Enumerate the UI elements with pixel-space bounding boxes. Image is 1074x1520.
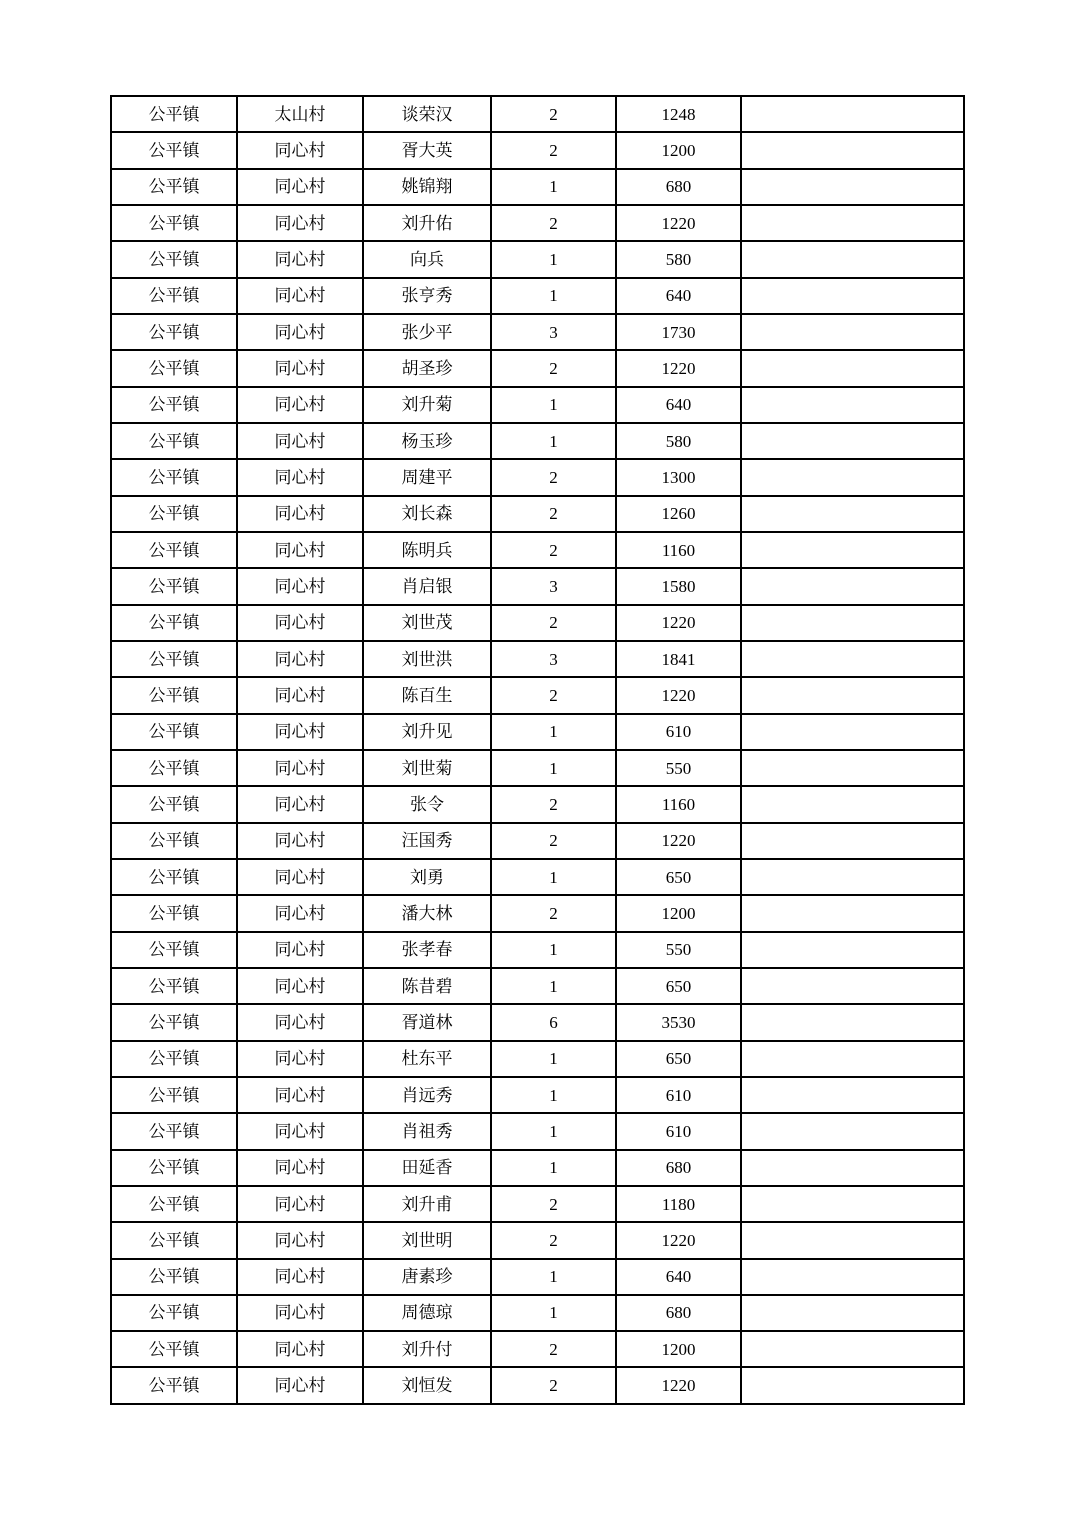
table-row: [111, 786, 964, 822]
cell-remark: [741, 568, 964, 604]
table-row: [111, 823, 964, 859]
table-row: [111, 714, 964, 750]
cell-count: 1: [491, 859, 616, 895]
cell-name: 刘升甫: [363, 1186, 491, 1222]
cell-name: 肖远秀: [363, 1077, 491, 1113]
cell-amount: 1160: [616, 786, 741, 822]
table-row: [111, 459, 964, 495]
cell-village: 同心村: [237, 1331, 363, 1367]
table-row: [111, 1077, 964, 1113]
cell-remark: [741, 314, 964, 350]
cell-village: 同心村: [237, 1041, 363, 1077]
cell-amount: 1200: [616, 132, 741, 168]
cell-village: 同心村: [237, 1367, 363, 1404]
cell-count: 6: [491, 1004, 616, 1040]
cell-town: 公平镇: [111, 932, 237, 968]
cell-amount: 610: [616, 1077, 741, 1113]
cell-remark: [741, 968, 964, 1004]
table-row: [111, 1150, 964, 1186]
cell-remark: [741, 823, 964, 859]
table-row: [111, 932, 964, 968]
cell-amount: 1220: [616, 677, 741, 713]
cell-count: 1: [491, 1150, 616, 1186]
cell-village: 同心村: [237, 605, 363, 641]
table-row: [111, 605, 964, 641]
cell-amount: 1220: [616, 1367, 741, 1404]
cell-amount: 650: [616, 859, 741, 895]
cell-village: 同心村: [237, 205, 363, 241]
cell-town: 公平镇: [111, 859, 237, 895]
cell-count: 2: [491, 605, 616, 641]
cell-count: 3: [491, 314, 616, 350]
cell-remark: [741, 459, 964, 495]
cell-village: 同心村: [237, 132, 363, 168]
cell-town: 公平镇: [111, 132, 237, 168]
cell-remark: [741, 677, 964, 713]
cell-town: 公平镇: [111, 1113, 237, 1149]
cell-town: 公平镇: [111, 387, 237, 423]
cell-count: 1: [491, 169, 616, 205]
cell-village: 同心村: [237, 423, 363, 459]
cell-amount: 1220: [616, 205, 741, 241]
cell-remark: [741, 496, 964, 532]
cell-amount: 1248: [616, 96, 741, 132]
cell-amount: 1200: [616, 895, 741, 931]
cell-remark: [741, 423, 964, 459]
table-row: [111, 1113, 964, 1149]
cell-name: 陈百生: [363, 677, 491, 713]
table-row: [111, 96, 964, 132]
cell-remark: [741, 1150, 964, 1186]
table-row: [111, 169, 964, 205]
cell-name: 肖祖秀: [363, 1113, 491, 1149]
cell-town: 公平镇: [111, 1222, 237, 1258]
cell-village: 同心村: [237, 350, 363, 386]
cell-count: 1: [491, 1259, 616, 1295]
cell-amount: 580: [616, 241, 741, 277]
cell-village: 同心村: [237, 714, 363, 750]
cell-name: 田延香: [363, 1150, 491, 1186]
cell-town: 公平镇: [111, 750, 237, 786]
cell-amount: 550: [616, 932, 741, 968]
table-row: [111, 1041, 964, 1077]
cell-count: 2: [491, 1222, 616, 1258]
table-row: [111, 1004, 964, 1040]
cell-remark: [741, 205, 964, 241]
table-row: [111, 205, 964, 241]
cell-name: 刘升见: [363, 714, 491, 750]
cell-village: 同心村: [237, 459, 363, 495]
cell-name: 周建平: [363, 459, 491, 495]
cell-name: 刘长森: [363, 496, 491, 532]
cell-remark: [741, 1041, 964, 1077]
cell-amount: 1300: [616, 459, 741, 495]
table-row: [111, 1186, 964, 1222]
cell-village: 同心村: [237, 823, 363, 859]
cell-remark: [741, 895, 964, 931]
cell-count: 2: [491, 532, 616, 568]
cell-name: 杨玉珍: [363, 423, 491, 459]
table-row: [111, 423, 964, 459]
cell-name: 潘大林: [363, 895, 491, 931]
cell-village: 同心村: [237, 241, 363, 277]
cell-village: 同心村: [237, 568, 363, 604]
cell-town: 公平镇: [111, 1295, 237, 1331]
cell-amount: 650: [616, 1041, 741, 1077]
cell-village: 同心村: [237, 1222, 363, 1258]
cell-village: 同心村: [237, 532, 363, 568]
cell-town: 公平镇: [111, 278, 237, 314]
cell-amount: 640: [616, 278, 741, 314]
table-row: [111, 641, 964, 677]
cell-amount: 1260: [616, 496, 741, 532]
cell-town: 公平镇: [111, 496, 237, 532]
cell-remark: [741, 1295, 964, 1331]
cell-name: 向兵: [363, 241, 491, 277]
cell-village: 太山村: [237, 96, 363, 132]
cell-remark: [741, 169, 964, 205]
cell-name: 胡圣珍: [363, 350, 491, 386]
cell-amount: 680: [616, 169, 741, 205]
table-row: [111, 314, 964, 350]
cell-name: 周德琼: [363, 1295, 491, 1331]
table-row: [111, 677, 964, 713]
cell-town: 公平镇: [111, 459, 237, 495]
cell-town: 公平镇: [111, 968, 237, 1004]
cell-name: 刘勇: [363, 859, 491, 895]
cell-name: 陈明兵: [363, 532, 491, 568]
cell-count: 1: [491, 241, 616, 277]
cell-count: 1: [491, 714, 616, 750]
table-row: [111, 750, 964, 786]
cell-name: 刘世茂: [363, 605, 491, 641]
cell-amount: 580: [616, 423, 741, 459]
cell-village: 同心村: [237, 278, 363, 314]
cell-count: 2: [491, 350, 616, 386]
cell-village: 同心村: [237, 677, 363, 713]
cell-amount: 1220: [616, 823, 741, 859]
cell-count: 1: [491, 968, 616, 1004]
cell-count: 1: [491, 387, 616, 423]
cell-amount: 1220: [616, 1222, 741, 1258]
cell-village: 同心村: [237, 1113, 363, 1149]
cell-town: 公平镇: [111, 96, 237, 132]
cell-count: 3: [491, 641, 616, 677]
cell-count: 1: [491, 1113, 616, 1149]
cell-count: 2: [491, 459, 616, 495]
cell-name: 刘恒发: [363, 1367, 491, 1404]
cell-amount: 1730: [616, 314, 741, 350]
cell-remark: [741, 750, 964, 786]
cell-count: 2: [491, 677, 616, 713]
cell-remark: [741, 96, 964, 132]
cell-amount: 1580: [616, 568, 741, 604]
cell-remark: [741, 532, 964, 568]
cell-village: 同心村: [237, 641, 363, 677]
cell-count: 2: [491, 96, 616, 132]
cell-count: 1: [491, 278, 616, 314]
cell-town: 公平镇: [111, 605, 237, 641]
cell-town: 公平镇: [111, 823, 237, 859]
cell-village: 同心村: [237, 1186, 363, 1222]
table-row: [111, 859, 964, 895]
table-body: [111, 96, 964, 1404]
cell-count: 2: [491, 132, 616, 168]
cell-remark: [741, 605, 964, 641]
cell-remark: [741, 786, 964, 822]
cell-count: 2: [491, 205, 616, 241]
cell-name: 唐素珍: [363, 1259, 491, 1295]
cell-amount: 1180: [616, 1186, 741, 1222]
cell-remark: [741, 350, 964, 386]
cell-village: 同心村: [237, 314, 363, 350]
cell-town: 公平镇: [111, 1041, 237, 1077]
table-row: [111, 1331, 964, 1367]
cell-remark: [741, 714, 964, 750]
cell-name: 刘世菊: [363, 750, 491, 786]
cell-amount: 1220: [616, 605, 741, 641]
cell-amount: 680: [616, 1295, 741, 1331]
cell-count: 1: [491, 423, 616, 459]
cell-count: 2: [491, 823, 616, 859]
cell-town: 公平镇: [111, 1186, 237, 1222]
cell-remark: [741, 859, 964, 895]
cell-name: 张孝春: [363, 932, 491, 968]
cell-town: 公平镇: [111, 568, 237, 604]
cell-count: 3: [491, 568, 616, 604]
cell-town: 公平镇: [111, 350, 237, 386]
cell-name: 胥大英: [363, 132, 491, 168]
table-row: [111, 1367, 964, 1404]
cell-town: 公平镇: [111, 1259, 237, 1295]
cell-village: 同心村: [237, 1077, 363, 1113]
table-row: [111, 350, 964, 386]
cell-town: 公平镇: [111, 895, 237, 931]
data-table: [110, 95, 965, 1405]
cell-town: 公平镇: [111, 241, 237, 277]
table-row: [111, 532, 964, 568]
cell-village: 同心村: [237, 496, 363, 532]
cell-town: 公平镇: [111, 314, 237, 350]
cell-name: 刘升菊: [363, 387, 491, 423]
cell-remark: [741, 278, 964, 314]
cell-village: 同心村: [237, 750, 363, 786]
cell-amount: 680: [616, 1150, 741, 1186]
cell-amount: 1841: [616, 641, 741, 677]
cell-name: 姚锦翔: [363, 169, 491, 205]
cell-name: 谈荣汉: [363, 96, 491, 132]
cell-amount: 550: [616, 750, 741, 786]
cell-amount: 1220: [616, 350, 741, 386]
cell-remark: [741, 387, 964, 423]
cell-village: 同心村: [237, 1004, 363, 1040]
cell-remark: [741, 641, 964, 677]
cell-remark: [741, 241, 964, 277]
cell-name: 刘升付: [363, 1331, 491, 1367]
cell-amount: 1200: [616, 1331, 741, 1367]
table-row: [111, 387, 964, 423]
table-row: [111, 496, 964, 532]
table-row: [111, 1222, 964, 1258]
cell-village: 同心村: [237, 859, 363, 895]
cell-town: 公平镇: [111, 714, 237, 750]
table-row: [111, 278, 964, 314]
cell-remark: [741, 1331, 964, 1367]
cell-village: 同心村: [237, 786, 363, 822]
cell-name: 刘升佑: [363, 205, 491, 241]
cell-name: 张令: [363, 786, 491, 822]
table-row: [111, 568, 964, 604]
cell-amount: 3530: [616, 1004, 741, 1040]
cell-town: 公平镇: [111, 1367, 237, 1404]
table-row: [111, 132, 964, 168]
cell-amount: 1160: [616, 532, 741, 568]
cell-remark: [741, 1367, 964, 1404]
cell-village: 同心村: [237, 1259, 363, 1295]
cell-count: 1: [491, 1077, 616, 1113]
table-row: [111, 895, 964, 931]
cell-name: 汪国秀: [363, 823, 491, 859]
cell-amount: 640: [616, 1259, 741, 1295]
cell-village: 同心村: [237, 932, 363, 968]
cell-amount: 610: [616, 1113, 741, 1149]
cell-count: 1: [491, 1041, 616, 1077]
cell-village: 同心村: [237, 1150, 363, 1186]
cell-remark: [741, 1259, 964, 1295]
cell-name: 杜东平: [363, 1041, 491, 1077]
cell-town: 公平镇: [111, 1150, 237, 1186]
table-row: [111, 241, 964, 277]
cell-village: 同心村: [237, 1295, 363, 1331]
cell-village: 同心村: [237, 895, 363, 931]
cell-count: 2: [491, 1186, 616, 1222]
cell-name: 肖启银: [363, 568, 491, 604]
cell-town: 公平镇: [111, 677, 237, 713]
cell-amount: 640: [616, 387, 741, 423]
cell-town: 公平镇: [111, 1004, 237, 1040]
cell-amount: 610: [616, 714, 741, 750]
cell-town: 公平镇: [111, 1331, 237, 1367]
cell-remark: [741, 1004, 964, 1040]
cell-count: 2: [491, 496, 616, 532]
cell-remark: [741, 1077, 964, 1113]
cell-count: 2: [491, 1367, 616, 1404]
cell-count: 2: [491, 895, 616, 931]
cell-town: 公平镇: [111, 169, 237, 205]
cell-name: 陈昔碧: [363, 968, 491, 1004]
cell-town: 公平镇: [111, 205, 237, 241]
document-page-table-region: [110, 95, 965, 1405]
cell-town: 公平镇: [111, 532, 237, 568]
cell-count: 1: [491, 1295, 616, 1331]
cell-remark: [741, 132, 964, 168]
cell-name: 胥道林: [363, 1004, 491, 1040]
cell-town: 公平镇: [111, 641, 237, 677]
cell-village: 同心村: [237, 387, 363, 423]
cell-name: 张少平: [363, 314, 491, 350]
cell-name: 刘世明: [363, 1222, 491, 1258]
cell-town: 公平镇: [111, 423, 237, 459]
cell-count: 2: [491, 1331, 616, 1367]
cell-remark: [741, 932, 964, 968]
cell-town: 公平镇: [111, 786, 237, 822]
table-row: [111, 1259, 964, 1295]
cell-remark: [741, 1186, 964, 1222]
cell-name: 刘世洪: [363, 641, 491, 677]
table-row: [111, 968, 964, 1004]
cell-amount: 650: [616, 968, 741, 1004]
cell-town: 公平镇: [111, 1077, 237, 1113]
cell-remark: [741, 1222, 964, 1258]
cell-name: 张亨秀: [363, 278, 491, 314]
cell-village: 同心村: [237, 169, 363, 205]
cell-village: 同心村: [237, 968, 363, 1004]
cell-remark: [741, 1113, 964, 1149]
cell-count: 2: [491, 786, 616, 822]
cell-count: 1: [491, 932, 616, 968]
cell-count: 1: [491, 750, 616, 786]
table-row: [111, 1295, 964, 1331]
